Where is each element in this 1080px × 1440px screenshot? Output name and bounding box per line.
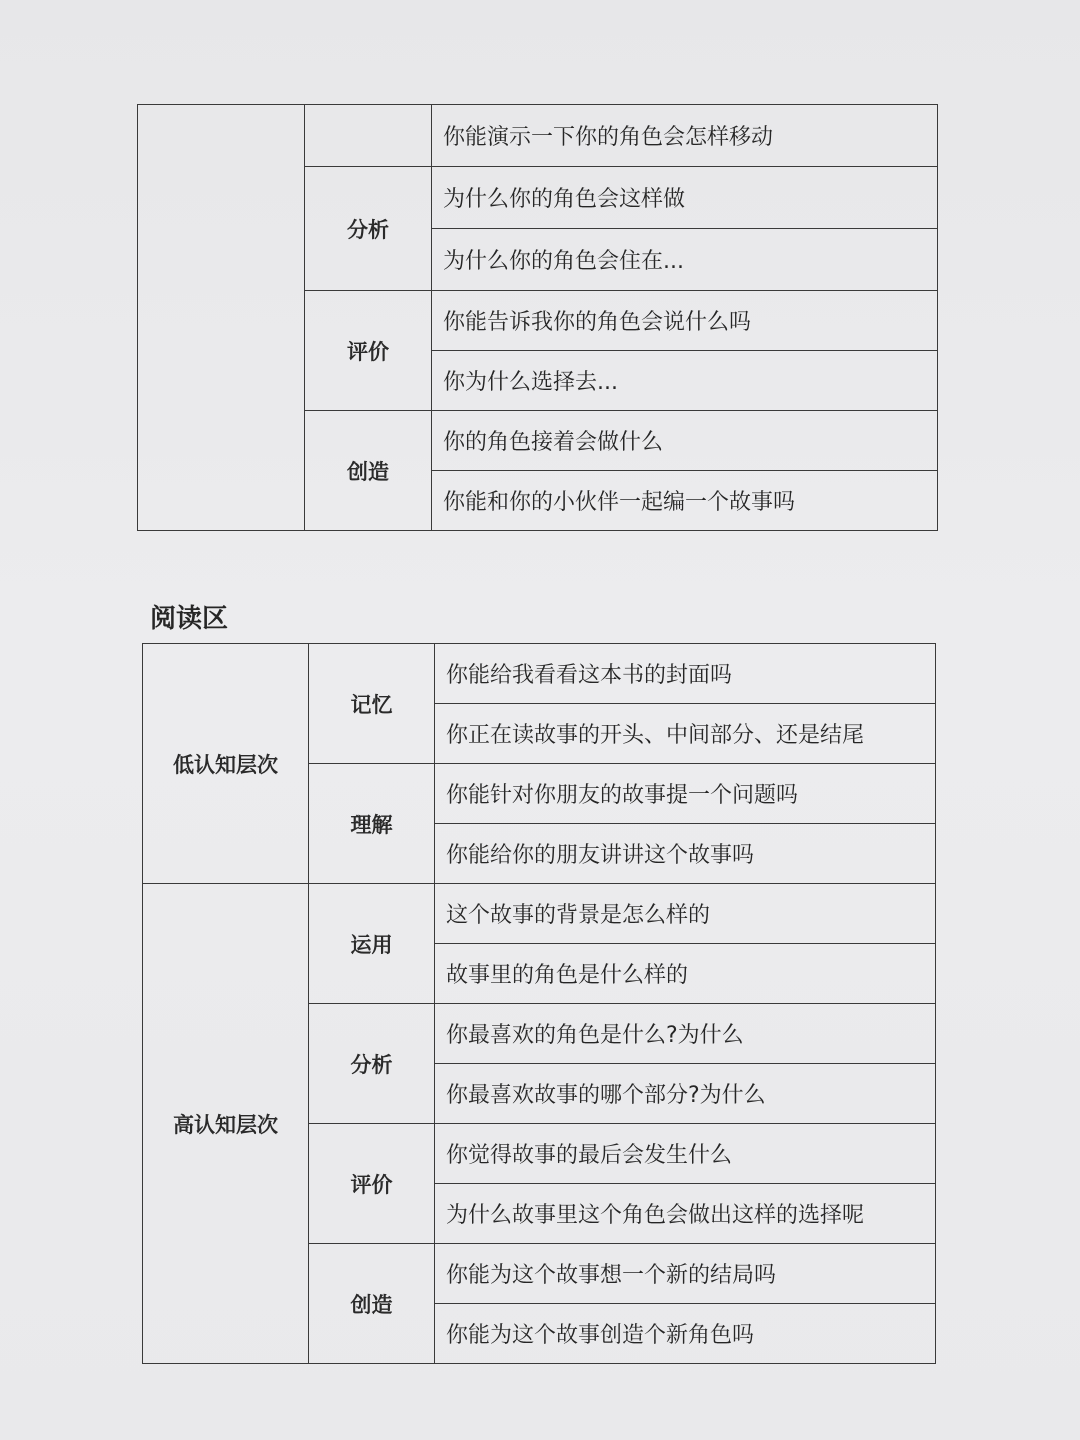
question-cell: 你能告诉我你的角色会说什么吗 [432,291,938,351]
category-cell-analysis: 分析 [309,1004,435,1124]
level-cell-empty [138,105,305,531]
question-cell: 你能给你的朋友讲讲这个故事吗 [435,824,936,884]
question-cell: 你能为这个故事创造个新角色吗 [435,1304,936,1364]
category-cell-creation: 创造 [305,411,432,531]
category-cell-empty [305,105,432,167]
question-cell: 故事里的角色是什么样的 [435,944,936,1004]
question-cell: 你的角色接着会做什么 [432,411,938,471]
reading-question-table [142,643,936,1364]
question-cell: 你正在读故事的开头、中间部分、还是结尾 [435,704,936,764]
question-cell: 你能针对你朋友的故事提一个问题吗 [435,764,936,824]
question-cell: 为什么你的角色会这样做 [432,167,938,229]
category-cell-creation: 创造 [309,1244,435,1364]
category-cell-evaluation: 评价 [309,1124,435,1244]
table-row [138,105,938,167]
question-cell: 你能给我看看这本书的封面吗 [435,644,936,704]
table-row [143,644,936,704]
question-cell: 为什么你的角色会住在... [432,229,938,291]
question-cell: 你能演示一下你的角色会怎样移动 [432,105,938,167]
level-cell-high: 高认知层次 [143,884,309,1364]
category-cell-application: 运用 [309,884,435,1004]
level-cell-low: 低认知层次 [143,644,309,884]
category-cell-analysis: 分析 [305,167,432,291]
question-cell: 你觉得故事的最后会发生什么 [435,1124,936,1184]
question-cell: 你为什么选择去... [432,351,938,411]
category-cell-memory: 记忆 [309,644,435,764]
question-cell: 你能和你的小伙伴一起编一个故事吗 [432,471,938,531]
question-cell: 你最喜欢的角色是什么?为什么 [435,1004,936,1064]
question-cell: 为什么故事里这个角色会做出这样的选择呢 [435,1184,936,1244]
question-cell: 你最喜欢故事的哪个部分?为什么 [435,1064,936,1124]
top-question-table [137,104,938,531]
question-cell: 你能为这个故事想一个新的结局吗 [435,1244,936,1304]
section-title-reading: 阅读区 [150,604,229,634]
question-cell: 这个故事的背景是怎么样的 [435,884,936,944]
category-cell-understanding: 理解 [309,764,435,884]
table-row [143,884,936,944]
category-cell-evaluation: 评价 [305,291,432,411]
